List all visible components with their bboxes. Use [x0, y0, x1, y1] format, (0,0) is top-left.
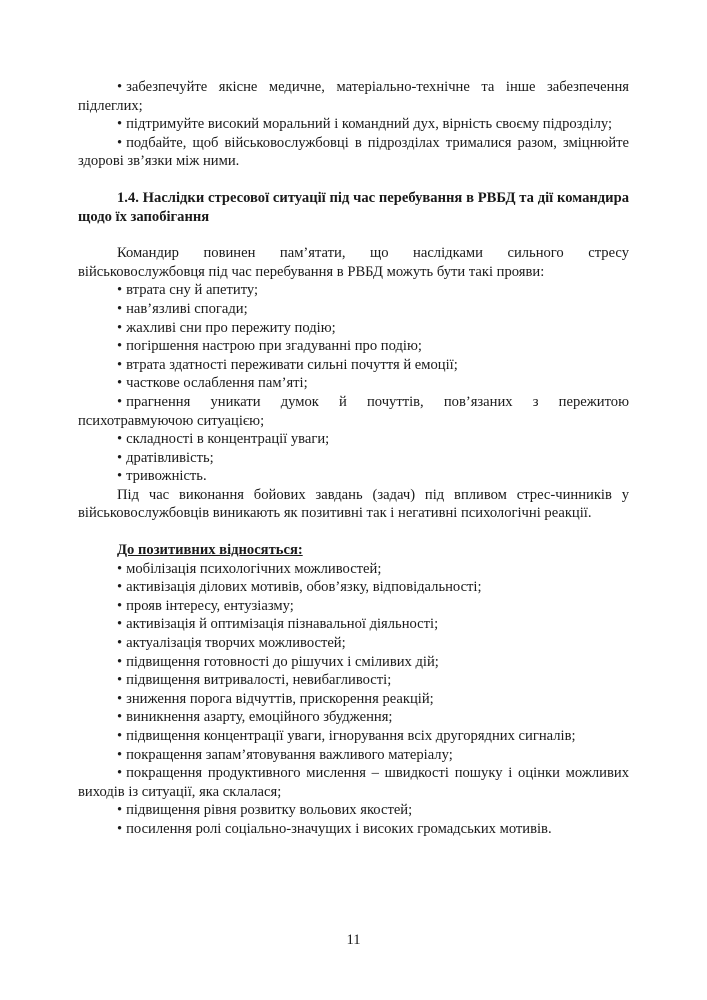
- list-item: • тривожність.: [117, 468, 207, 485]
- list-item: • нав’язливі спогади;: [117, 300, 248, 317]
- bullet-icon: •: [117, 356, 123, 373]
- bullet-icon: •: [117, 319, 123, 336]
- bullet-icon: •: [117, 653, 123, 670]
- bullet-icon: •: [117, 449, 123, 466]
- section-heading: 1.4. Наслідки стресової ситуації під час перебування в РВБД та дії командира щодо їх запобігання: [78, 189, 629, 225]
- list-item: • підтримуйте високий моральний і командний дух, вірність своєму підрозділу;: [117, 116, 613, 133]
- bullet-icon: •: [117, 393, 123, 410]
- list-item: • дратівливість;: [117, 449, 214, 466]
- bullet-icon: •: [117, 709, 123, 726]
- positive-reactions-list: [78, 560, 629, 839]
- list-item: • складності в концентрації уваги;: [117, 431, 330, 448]
- bullet-icon: •: [117, 616, 123, 633]
- positive-reactions-heading: До позитивних відносяться:: [117, 542, 303, 559]
- list-item: • актуалізація творчих можливостей;: [117, 635, 346, 652]
- list-item: • втрата здатності переживати сильні почуття й емоції;: [117, 356, 458, 373]
- list-item: • втрата сну й апетиту;: [117, 282, 259, 299]
- bullet-icon: •: [117, 338, 123, 355]
- bullet-icon: •: [117, 579, 123, 596]
- bullet-icon: •: [117, 802, 123, 819]
- list-item: • подбайте, щоб військовослужбовці в підрозділах трималися разом, зміцнюйте здорові зв’язки між ними.: [78, 134, 629, 170]
- paragraph-consequences-intro: Командир повинен пам’ятати, що наслідками сильного стресу військовослужбовця під час перебування в РВБД можуть бути такі прояви:: [78, 245, 629, 280]
- bullet-icon: •: [117, 116, 123, 133]
- list-item: • часткове ослаблення пам’яті;: [117, 375, 308, 392]
- list-item: • покращення запам’ятовування важливого матеріалу;: [117, 746, 453, 763]
- bullet-icon: •: [117, 134, 123, 151]
- list-item: • зниження порога відчуттів, прискорення реакцій;: [117, 690, 434, 707]
- list-item: • активізація ділових мотивів, обов’язку, відповідальності;: [117, 579, 482, 596]
- bullet-icon: •: [117, 765, 123, 782]
- list-item: • мобілізація психологічних можливостей;: [117, 560, 382, 577]
- bullet-icon: •: [117, 672, 123, 689]
- bullet-icon: •: [117, 635, 123, 652]
- list-item: • погіршення настрою при згадуванні про подію;: [117, 338, 422, 355]
- list-item: • покращення продуктивного мислення – швидкості пошуку і оцінки можливих виходів із ситуації, яка склалася;: [78, 765, 629, 800]
- bullet-icon: •: [117, 746, 123, 763]
- bullet-icon: •: [117, 560, 123, 577]
- list-item: • жахливі сни про пережиту подію;: [117, 319, 336, 336]
- list-item: • виникнення азарту, емоційного збудження;: [117, 709, 393, 726]
- page-number: 11: [346, 932, 361, 948]
- bullet-icon: •: [117, 79, 123, 95]
- bullet-icon: •: [117, 282, 123, 299]
- bullet-icon: •: [117, 300, 123, 317]
- list-item: • прояв інтересу, ентузіазму;: [117, 597, 294, 614]
- list-item: • прагнення уникати думок й почуттів, пов’язаних з пережитою психотравмуючою ситуацією;: [78, 393, 629, 429]
- document-page: [78, 78, 629, 839]
- list-item: • активізація й оптимізація пізнавальної діяльності;: [117, 616, 439, 633]
- bullet-icon: •: [117, 597, 123, 614]
- bullet-icon: •: [117, 728, 123, 744]
- consequences-list: [78, 281, 629, 486]
- bullet-icon: •: [117, 690, 123, 707]
- list-item: • забезпечуйте якісне медичне, матеріально-технічне та інше забезпечення підлеглих;: [78, 79, 629, 114]
- list-item: • підвищення готовності до рішучих і сміливих дій;: [117, 653, 439, 670]
- paragraph-reactions: Під час виконання бойових завдань (задач) під впливом стрес-чинників у військовослужбовців виникають як позитивні так і негативні психологічні реакції.: [78, 486, 629, 522]
- bullet-icon: •: [117, 375, 123, 392]
- list-item: • підвищення рівня розвитку вольових якостей;: [117, 802, 413, 819]
- list-item: • підвищення витривалості, невибагливості;: [117, 672, 392, 689]
- list-item: • підвищення концентрації уваги, ігнорування всіх другорядних сигналів;: [117, 728, 576, 744]
- bullet-icon: •: [117, 820, 123, 837]
- list-item: • посилення ролі соціально-значущих і високих громадських мотивів.: [117, 820, 552, 837]
- bullet-icon: •: [117, 468, 123, 485]
- bullet-icon: •: [117, 431, 123, 448]
- intro-bullet-list: [78, 78, 629, 171]
